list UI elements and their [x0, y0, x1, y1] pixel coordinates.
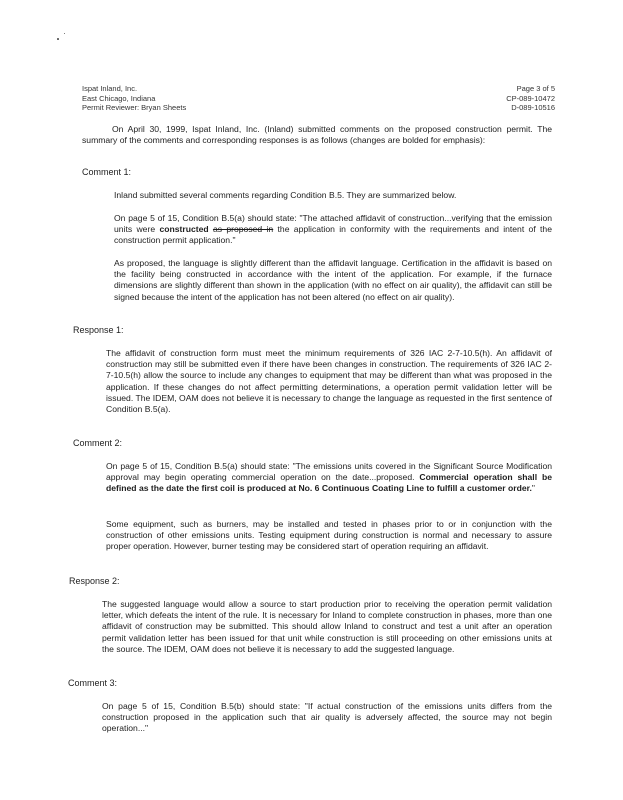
- comment-2-bold-definition: Commercial operation shall be defined as the date the first coil is produced at No. 6 Continuous Coating Line to fulfill a customer order.: [106, 472, 552, 494]
- comment-2-quote-end: ": [531, 483, 535, 494]
- comment-1-requested-language: [114, 213, 552, 247]
- comment-1-summary: [114, 190, 552, 201]
- intro-text: On April 30, 1999, Ispat Inland, Inc. (Inland) submitted comments on the proposed construction permit. The summary of the comments and corresponding responses is as follows (changes are bolded for emphasis):: [82, 124, 552, 146]
- header-permit-cp: CP-089-10472: [506, 93, 555, 103]
- comment-1-summary-text: Inland submitted several comments regarding Condition B.5. They are summarized below.: [114, 190, 457, 200]
- header-page-number: Page 3 of 5: [516, 84, 555, 93]
- comment-2-requested-language: [106, 461, 552, 495]
- comment-2-rationale: [106, 519, 552, 553]
- header-left: [82, 84, 186, 113]
- response-2-text: The suggested language would allow a source to start production prior to receiving the operation permit validation letter, which defeats the intent of the rule. It is necessary for Inland to complete construction in phases, more than one affidavit of construction may be submitted. This should allow Inland to construct and test a unit after an operation permit validation letter has been issued for that unit while construction is still proceeding on other emissions units at the source. The IDEM, OAM does not believe it is necessary to add the suggested language.: [102, 599, 552, 654]
- comment-3-text: On page 5 of 15, Condition B.5(b) should state: "If actual construction of the emissions units differs from the construction proposed in the application such that air quality is adversely affected, the source may not begin operation...": [102, 701, 552, 734]
- comment-1-rationale: [114, 258, 552, 303]
- comment-3-label: Comment 3:: [68, 678, 118, 688]
- intro-paragraph: [82, 124, 552, 146]
- response-1-paragraph: [106, 348, 552, 415]
- response-1-text: The affidavit of construction form must meet the minimum requirements of 326 IAC 2-7-10.5(h). An affidavit of construction may still be submitted even if there have been changes in construction. The requirements of 326 IAC 2-7-10.5(h) allow the source to include any changes to equipment that may be different than what was proposed in the application. If these changes do not affect permitting determinations, a operation permit validation letter will be issued. The IDEM, OAM does not believe it is necessary to change the language as requested in the first sentence of Condition B.5(a).: [106, 348, 552, 415]
- header-right: [506, 84, 555, 113]
- comment-2-quote-start: On page 5 of 15, Condition B.5(a) should state: "The emissions units covered in the Significant Source Modification approval may begin operating commercial operation on the date...proposed.: [106, 461, 552, 483]
- comment-1-rationale-text: As proposed, the language is slightly different than the affidavit language. Certification in the affidavit is based on the facility being constructed in accordance with the intent of the application. For example, if the furnace dimensions are slightly different than shown in the application (with no effect on air quality), the affidavit can still be signed because the intent of the application has not been altered (no effect on air quality).: [114, 258, 552, 302]
- comment-1-label: Comment 1:: [82, 167, 132, 177]
- header-company: Ispat Inland, Inc.: [82, 84, 138, 93]
- comment-1-quote-end: the application in conformity with the requirements and intent of the construction permit application.": [114, 224, 552, 246]
- response-2-label: Response 2:: [69, 576, 120, 586]
- response-2-paragraph: [102, 599, 552, 655]
- comment-1-bold-constructed: constructed: [159, 224, 209, 235]
- comment-3-requested-language: [102, 701, 552, 735]
- response-1-label: Response 1:: [73, 325, 124, 335]
- comment-2-label: Comment 2:: [73, 438, 123, 448]
- scan-speck: [64, 33, 65, 34]
- comment-1-struck-text: as proposed in: [212, 224, 274, 235]
- scan-speck: [57, 38, 59, 40]
- comment-2-rationale-text: Some equipment, such as burners, may be installed and tested in phases prior to or in conjunction with the construction of other emissions units. Testing equipment during construction is normal and necessary to assure proper operation. However, burner testing may be considered start of operation requiring an affidavit.: [106, 519, 552, 552]
- header-reviewer: Permit Reviewer: Bryan Sheets: [82, 103, 187, 112]
- comment-1-quote-start: On page 5 of 15, Condition B.5(a) should state: "The attached affidavit of construction...verifying that the emission units were: [114, 213, 552, 235]
- header-location: East Chicago, Indiana: [82, 93, 156, 103]
- header-permit-d: D-089-10516: [511, 103, 555, 112]
